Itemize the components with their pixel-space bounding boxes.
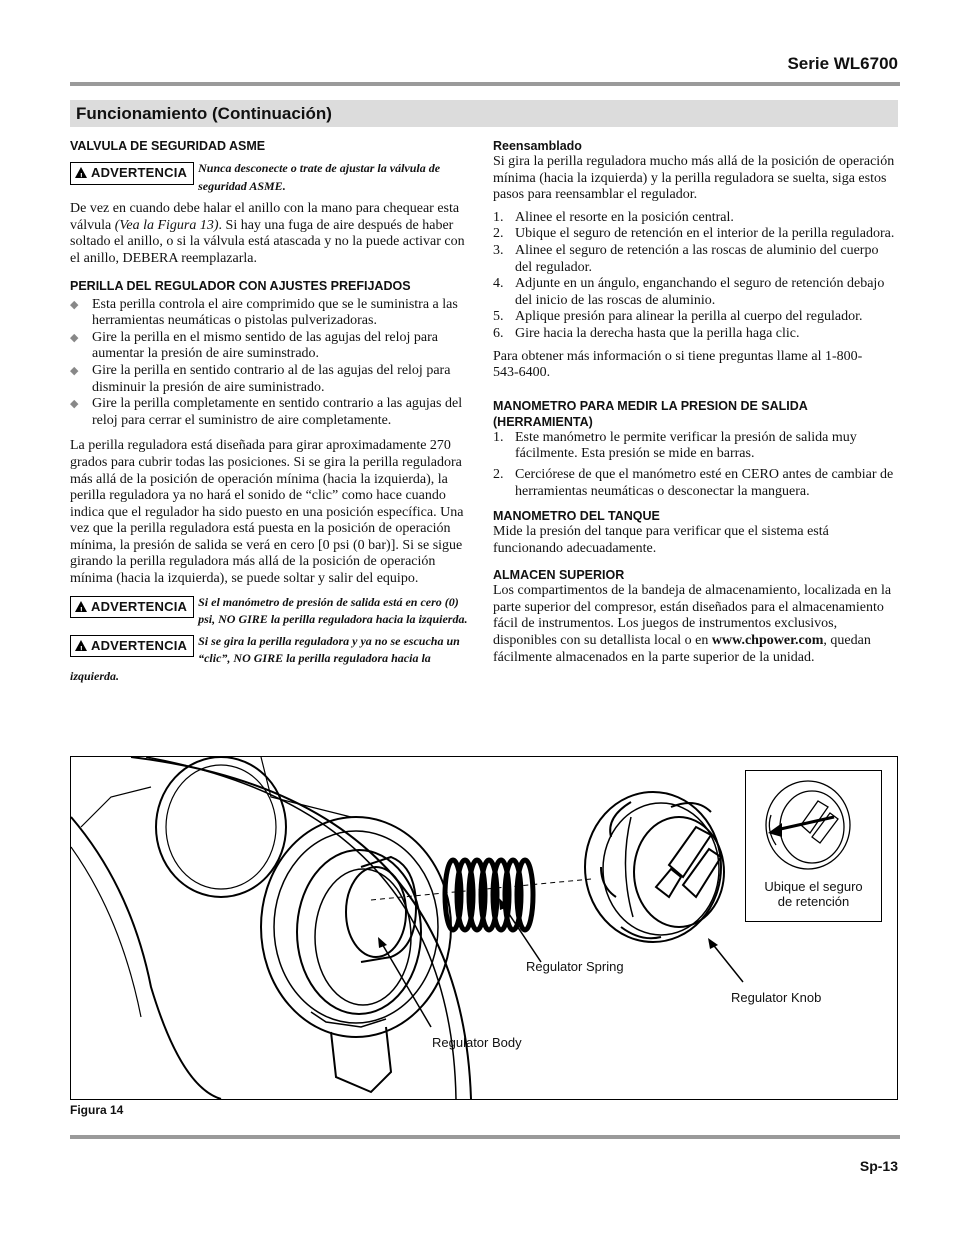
right-column xyxy=(493,138,899,666)
footer-rule xyxy=(70,1135,900,1139)
website-link[interactable]: www.chpower.com xyxy=(711,633,824,649)
section-bar xyxy=(70,100,898,127)
paragraph-storage: Los compartimentos de la bandeja de almacenamiento, localizada en la parte superior del compresor, están diseñados para el almacenamiento fácil de instrumentos. Los juegos de instrumentos exclusivos, disponibles con su detallista local o en www.chpower.com, quedan fácilmente almacenados en la parte superior de la unidad. xyxy=(493,583,892,665)
warning-badge: ! ADVERTENCIA xyxy=(70,596,194,619)
bullet-item: ◆ Gire la perilla completamente en sentido contrario a las agujas del reloj para cerrar el suministro de aire completamente. xyxy=(70,396,474,429)
label-regulator-spring: Regulator Spring xyxy=(526,959,624,974)
page-number: Sp-13 xyxy=(859,1158,898,1174)
series-title: Serie WL6700 xyxy=(787,54,898,73)
warning-gauge-zero xyxy=(70,594,474,629)
heading-reassembly: Reensamblado xyxy=(493,139,582,153)
paragraph-asme: De vez en cuando debe halar el anillo con la mano para chequear esta válvula (Vea la Figura 13). Si hay una fuga de aire después de haber soltado el anillo, o si la válvula está atascada y no la puede activar con el anillo, DEBERA reemplazarla. xyxy=(70,201,465,266)
section-title: Funcionamiento (Continuación) xyxy=(76,104,332,123)
figure-caption: Figura 14 xyxy=(70,1103,124,1117)
warning-icon: ! xyxy=(75,640,87,651)
warning-badge: ! ADVERTENCIA xyxy=(70,162,194,185)
label-regulator-body: Regulator Body xyxy=(432,1035,522,1050)
step-item: 1. Alinee el resorte en la posición central. xyxy=(493,209,734,225)
step-item: 3. Alinee el seguro de retención a las roscas de aluminio del cuerpo del regulador. xyxy=(493,242,879,275)
warning-icon: ! xyxy=(75,167,87,178)
inset-caption: Ubique el seguro de retención xyxy=(764,879,863,909)
inset-retention-clip xyxy=(745,770,882,922)
heading-regulator: PERILLA DEL REGULADOR CON AJUSTES PREFIJADOS xyxy=(70,278,411,293)
step-item: 1. Este manómetro le permite verificar la presión de salida muy fácilmente. Esta presión se mide en barras. xyxy=(493,429,857,462)
bullet-item: ◆ Esta perilla controla el aire comprimido que se le suministra a las herramientas neumáticas o pistolas pulverizadoras. xyxy=(70,297,474,330)
step-item: 6. Gire hacia la derecha hasta que la perilla haga clic. xyxy=(493,325,800,341)
paragraph-regulator: La perilla reguladora está diseñada para girar aproximadamente 270 grados para cubrir todas las posiciones. Si se gira la perilla reguladora más allá de la posición de operación mínima (hacia la izquierda), la perilla reguladora ya no hará el sonido de “clic” como hace cuando indica que el regulador ha sido puesto en una posición específica. Una vez que la perilla reguladora está puesta en la posición de operación mínima, la presión de salida se verá en cero [0 psi (0 bar)]. Si se sigue girando la perilla reguladora más allá de la posición de operación mínima (hacia la izquierda), se puede soltar y salir del equipo. xyxy=(70,438,464,587)
bullet-item: ◆ Gire la perilla en sentido contrario al de las agujas del reloj para disminuir la presión de aire suministrado. xyxy=(70,363,474,396)
step-item: 4. Adjunte en un ángulo, enganchando el seguro de retención debajo del inicio de las roscas de aluminio. xyxy=(493,276,885,308)
step-item: 5. Aplique presión para alinear la perilla al cuerpo del regulador. xyxy=(493,309,863,325)
warning-text: Si el manómetro de presión de salida está en cero (0) psi, NO GIRE la perilla reguladora hacia la izquierda. xyxy=(198,594,468,627)
bullet-item: ◆ Gire la perilla en el mismo sentido de las agujas del reloj para aumentar la presión de aire suminstrado. xyxy=(70,330,474,363)
warning-asme xyxy=(70,160,474,195)
paragraph-tank-gauge: Mide la presión del tanque para verificar que el sistema está funcionando adecuadamente. xyxy=(493,524,829,556)
left-column xyxy=(70,138,474,686)
step-item: 2. Ubique el seguro de retención en el interior de la perilla reguladora. xyxy=(493,226,895,242)
reassembly-steps xyxy=(493,210,899,343)
heading-storage: ALMACEN SUPERIOR xyxy=(493,568,625,583)
heading-tank-gauge: MANOMETRO DEL TANQUE xyxy=(493,509,660,524)
warning-icon: ! xyxy=(75,601,87,612)
warning-text: Si se gira la perilla reguladora y ya no se escucha un “clic”, NO GIRE la perilla reguladora hacia la izquierda. xyxy=(70,633,460,684)
warning-badge: ! ADVERTENCIA xyxy=(70,635,194,658)
label-regulator-knob: Regulator Knob xyxy=(731,990,822,1005)
paragraph-reassembly: Si gira la perilla reguladora mucho más allá de la posición de operación mínima (hacia la izquierda) y la perilla reguladora se suelta, siga estos pasos para reensamblar el regulador. xyxy=(493,154,895,203)
heading-asme: VALVULA DE SEGURIDAD ASME xyxy=(70,139,266,153)
heading-outlet-gauge: MANOMETRO PARA MEDIR LA PRESION DE SALIDA (HERRAMIENTA) xyxy=(493,398,808,429)
warning-no-click xyxy=(70,633,474,686)
step-item: 2. Cerciórese de que el manómetro esté en CERO antes de cambiar de herramientas neumáticas o desconectar la manguera. xyxy=(493,466,894,499)
figure-14 xyxy=(70,756,898,1100)
header-rule xyxy=(70,82,900,86)
outlet-gauge-steps xyxy=(493,430,899,500)
warning-text: Nunca desconecte o trate de ajustar la válvula de seguridad ASME. xyxy=(198,161,441,193)
inset-knob-illustration xyxy=(746,775,881,875)
paragraph-contact: Para obtener más información o si tiene preguntas llame al 1-800-543-6400. xyxy=(493,348,863,381)
regulator-bullets xyxy=(70,297,474,430)
